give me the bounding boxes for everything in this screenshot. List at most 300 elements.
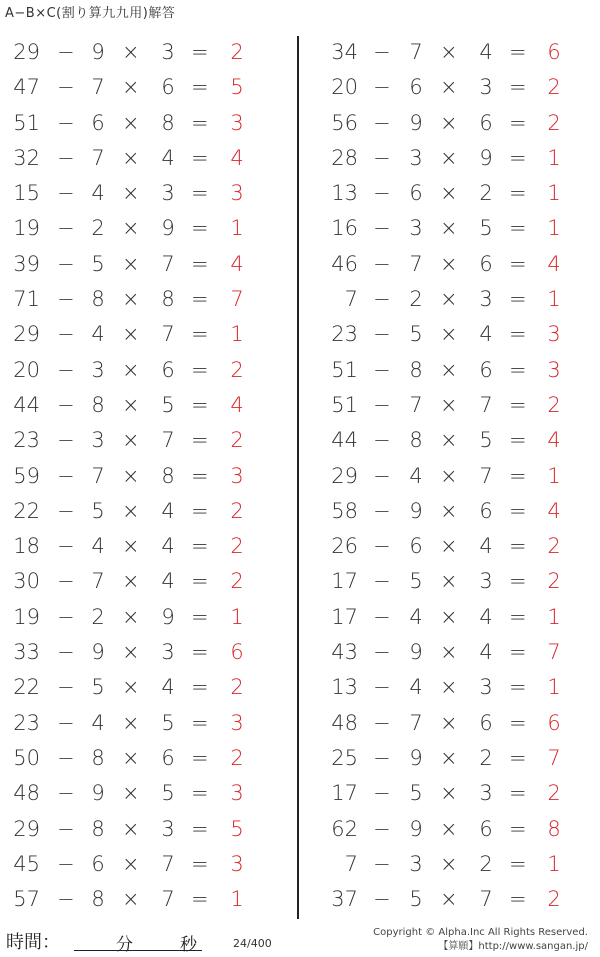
minuend: 15 xyxy=(13,181,40,206)
answer: 1 xyxy=(230,216,244,241)
multiplicand: 2 xyxy=(91,604,105,629)
seconds-label: 秒 xyxy=(180,935,197,955)
minus-sign: − xyxy=(57,251,75,276)
multiplier: 9 xyxy=(479,145,493,170)
multiplier: 3 xyxy=(161,640,175,665)
multiplicand: 3 xyxy=(91,428,105,453)
equals-sign: = xyxy=(191,887,209,912)
times-sign: × xyxy=(440,428,458,453)
times-sign: × xyxy=(440,640,458,665)
multiplier: 8 xyxy=(161,110,175,135)
minuend: 48 xyxy=(331,710,358,735)
times-sign: × xyxy=(440,851,458,876)
multiplicand: 6 xyxy=(91,851,105,876)
minus-sign: − xyxy=(57,216,75,241)
minus-sign: − xyxy=(373,75,391,100)
equals-sign: = xyxy=(191,216,209,241)
minuend: 56 xyxy=(331,110,358,135)
equals-sign: = xyxy=(191,287,209,312)
minus-sign: − xyxy=(373,392,391,417)
minuend: 28 xyxy=(331,145,358,170)
multiplier: 3 xyxy=(479,675,493,700)
equals-sign: = xyxy=(509,287,527,312)
equals-sign: = xyxy=(191,322,209,347)
time-label: 時間： xyxy=(6,932,60,953)
equals-sign: = xyxy=(509,498,527,523)
multiplier: 4 xyxy=(161,145,175,170)
minus-sign: − xyxy=(57,110,75,135)
times-sign: × xyxy=(440,604,458,629)
minuend: 19 xyxy=(13,216,40,241)
minuend: 19 xyxy=(13,604,40,629)
minuend: 51 xyxy=(331,392,358,417)
times-sign: × xyxy=(122,710,140,735)
multiplicand: 4 xyxy=(91,322,105,347)
minuend: 33 xyxy=(13,640,40,665)
multiplier: 7 xyxy=(161,887,175,912)
multiplier: 6 xyxy=(161,745,175,770)
minus-sign: − xyxy=(373,816,391,841)
answer: 3 xyxy=(547,357,561,382)
equals-sign: = xyxy=(191,110,209,135)
multiplicand: 8 xyxy=(91,887,105,912)
equals-sign: = xyxy=(509,145,527,170)
minus-sign: − xyxy=(57,569,75,594)
equals-sign: = xyxy=(191,675,209,700)
answer: 1 xyxy=(230,887,244,912)
minuend: 22 xyxy=(13,675,40,700)
equals-sign: = xyxy=(509,851,527,876)
multiplicand: 8 xyxy=(409,357,423,382)
minuend: 44 xyxy=(13,392,40,417)
equals-sign: = xyxy=(191,75,209,100)
answer: 3 xyxy=(230,710,244,735)
multiplicand: 5 xyxy=(409,322,423,347)
answer: 4 xyxy=(230,145,244,170)
multiplier: 3 xyxy=(479,75,493,100)
answer: 1 xyxy=(547,181,561,206)
minuend: 57 xyxy=(13,887,40,912)
times-sign: × xyxy=(122,640,140,665)
times-sign: × xyxy=(440,75,458,100)
times-sign: × xyxy=(440,710,458,735)
multiplier: 5 xyxy=(161,392,175,417)
answer: 1 xyxy=(547,463,561,488)
answer: 1 xyxy=(547,851,561,876)
times-sign: × xyxy=(122,887,140,912)
equals-sign: = xyxy=(509,604,527,629)
minuend: 58 xyxy=(331,498,358,523)
minuend: 23 xyxy=(13,710,40,735)
times-sign: × xyxy=(122,40,140,64)
multiplier: 9 xyxy=(161,216,175,241)
equals-sign: = xyxy=(191,640,209,665)
answer: 7 xyxy=(547,640,561,665)
multiplicand: 8 xyxy=(91,816,105,841)
minus-sign: − xyxy=(57,710,75,735)
multiplicand: 3 xyxy=(409,216,423,241)
multiplier: 4 xyxy=(161,675,175,700)
answer: 2 xyxy=(547,887,561,912)
minus-sign: − xyxy=(373,710,391,735)
minuend: 17 xyxy=(331,781,358,806)
answer: 1 xyxy=(547,287,561,312)
times-sign: × xyxy=(122,322,140,347)
minuend: 7 xyxy=(344,851,358,876)
multiplicand: 9 xyxy=(409,640,423,665)
minus-sign: − xyxy=(57,357,75,382)
times-sign: × xyxy=(440,357,458,382)
multiplicand: 8 xyxy=(409,428,423,453)
times-sign: × xyxy=(440,816,458,841)
multiplicand: 4 xyxy=(91,710,105,735)
minus-sign: − xyxy=(57,534,75,559)
minuend: 13 xyxy=(331,181,358,206)
multiplier: 7 xyxy=(479,463,493,488)
multiplier: 4 xyxy=(161,569,175,594)
minuend: 48 xyxy=(13,781,40,806)
minuend: 16 xyxy=(331,216,358,241)
multiplier: 2 xyxy=(479,181,493,206)
equals-sign: = xyxy=(191,569,209,594)
answer: 4 xyxy=(547,251,561,276)
minus-sign: − xyxy=(373,463,391,488)
times-sign: × xyxy=(440,110,458,135)
times-sign: × xyxy=(122,392,140,417)
equals-sign: = xyxy=(191,816,209,841)
answer: 2 xyxy=(547,781,561,806)
multiplicand: 6 xyxy=(409,181,423,206)
minus-sign: − xyxy=(373,745,391,770)
answer: 5 xyxy=(230,75,244,100)
equals-sign: = xyxy=(509,710,527,735)
answer: 4 xyxy=(547,428,561,453)
multiplier: 2 xyxy=(479,745,493,770)
times-sign: × xyxy=(440,781,458,806)
multiplicand: 4 xyxy=(409,604,423,629)
equals-sign: = xyxy=(509,251,527,276)
multiplier: 6 xyxy=(479,710,493,735)
worksheet-title: A−B×C(割り算九九用)解答 xyxy=(5,6,176,21)
minus-sign: − xyxy=(373,604,391,629)
answer: 6 xyxy=(547,710,561,735)
answer: 3 xyxy=(230,181,244,206)
equals-sign: = xyxy=(191,851,209,876)
site-url: 【算願】http://www.sangan.jp/ xyxy=(438,941,588,952)
multiplicand: 8 xyxy=(91,392,105,417)
equals-sign: = xyxy=(191,40,209,64)
answer: 2 xyxy=(547,110,561,135)
multiplicand: 3 xyxy=(409,851,423,876)
minus-sign: − xyxy=(373,216,391,241)
minuend: 17 xyxy=(331,604,358,629)
minuend: 59 xyxy=(13,463,40,488)
multiplicand: 6 xyxy=(409,75,423,100)
answer: 7 xyxy=(547,745,561,770)
minus-sign: − xyxy=(373,498,391,523)
times-sign: × xyxy=(122,604,140,629)
multiplier: 9 xyxy=(161,604,175,629)
multiplier: 8 xyxy=(161,287,175,312)
minuend: 71 xyxy=(13,287,40,312)
minuend: 25 xyxy=(331,745,358,770)
multiplicand: 7 xyxy=(409,251,423,276)
multiplicand: 9 xyxy=(409,110,423,135)
minus-sign: − xyxy=(373,640,391,665)
minus-sign: − xyxy=(373,181,391,206)
minuend: 22 xyxy=(13,498,40,523)
multiplier: 5 xyxy=(161,781,175,806)
multiplier: 2 xyxy=(479,851,493,876)
minus-sign: − xyxy=(57,181,75,206)
multiplier: 7 xyxy=(161,251,175,276)
answer: 3 xyxy=(230,851,244,876)
minuend: 50 xyxy=(13,745,40,770)
answer: 2 xyxy=(547,569,561,594)
times-sign: × xyxy=(122,287,140,312)
multiplier: 6 xyxy=(479,251,493,276)
page-number: 24/400 xyxy=(233,937,272,950)
multiplicand: 9 xyxy=(409,745,423,770)
minus-sign: − xyxy=(373,287,391,312)
minuend: 23 xyxy=(331,322,358,347)
times-sign: × xyxy=(122,357,140,382)
minuend: 20 xyxy=(13,357,40,382)
minus-sign: − xyxy=(57,463,75,488)
answer: 2 xyxy=(230,357,244,382)
minuend: 37 xyxy=(331,887,358,912)
answer: 1 xyxy=(547,216,561,241)
times-sign: × xyxy=(440,145,458,170)
minus-sign: − xyxy=(373,428,391,453)
minus-sign: − xyxy=(57,781,75,806)
equals-sign: = xyxy=(191,498,209,523)
multiplier: 7 xyxy=(479,887,493,912)
multiplier: 6 xyxy=(479,816,493,841)
multiplier: 6 xyxy=(161,75,175,100)
multiplier: 3 xyxy=(479,287,493,312)
minus-sign: − xyxy=(373,40,391,64)
multiplicand: 7 xyxy=(91,75,105,100)
answer: 1 xyxy=(547,675,561,700)
answer: 2 xyxy=(547,392,561,417)
times-sign: × xyxy=(122,851,140,876)
times-sign: × xyxy=(440,216,458,241)
equals-sign: = xyxy=(191,745,209,770)
minus-sign: − xyxy=(57,675,75,700)
multiplier: 3 xyxy=(161,181,175,206)
times-sign: × xyxy=(122,428,140,453)
minus-sign: − xyxy=(57,816,75,841)
minuend: 7 xyxy=(344,287,358,312)
minuend: 45 xyxy=(13,851,40,876)
multiplicand: 9 xyxy=(409,498,423,523)
minus-sign: − xyxy=(57,604,75,629)
minus-sign: − xyxy=(57,40,75,64)
minus-sign: − xyxy=(373,851,391,876)
answer: 8 xyxy=(547,816,561,841)
times-sign: × xyxy=(122,463,140,488)
minuend: 29 xyxy=(13,816,40,841)
equals-sign: = xyxy=(509,887,527,912)
multiplicand: 4 xyxy=(409,675,423,700)
minus-sign: − xyxy=(57,887,75,912)
multiplicand: 7 xyxy=(409,392,423,417)
multiplicand: 3 xyxy=(91,357,105,382)
minus-sign: − xyxy=(57,851,75,876)
multiplicand: 2 xyxy=(409,287,423,312)
multiplier: 3 xyxy=(479,781,493,806)
equals-sign: = xyxy=(509,569,527,594)
minus-sign: − xyxy=(57,145,75,170)
times-sign: × xyxy=(440,251,458,276)
equals-sign: = xyxy=(509,216,527,241)
minuend: 29 xyxy=(13,40,40,64)
equals-sign: = xyxy=(191,781,209,806)
equals-sign: = xyxy=(191,604,209,629)
times-sign: × xyxy=(440,534,458,559)
multiplicand: 7 xyxy=(91,569,105,594)
multiplicand: 9 xyxy=(91,40,105,64)
multiplier: 4 xyxy=(479,604,493,629)
multiplicand: 7 xyxy=(91,145,105,170)
minus-sign: − xyxy=(57,640,75,665)
times-sign: × xyxy=(440,498,458,523)
times-sign: × xyxy=(440,463,458,488)
times-sign: × xyxy=(122,675,140,700)
minutes-label: 分 xyxy=(116,935,133,955)
multiplier: 7 xyxy=(161,322,175,347)
minuend: 46 xyxy=(331,251,358,276)
multiplicand: 4 xyxy=(409,463,423,488)
multiplier: 7 xyxy=(161,851,175,876)
times-sign: × xyxy=(122,498,140,523)
multiplicand: 8 xyxy=(91,745,105,770)
minuend: 30 xyxy=(13,569,40,594)
answer: 4 xyxy=(230,392,244,417)
equals-sign: = xyxy=(509,675,527,700)
equals-sign: = xyxy=(509,534,527,559)
equals-sign: = xyxy=(509,392,527,417)
answer: 2 xyxy=(230,569,244,594)
multiplicand: 9 xyxy=(91,781,105,806)
times-sign: × xyxy=(440,392,458,417)
equals-sign: = xyxy=(191,357,209,382)
answer: 3 xyxy=(230,781,244,806)
minus-sign: − xyxy=(373,357,391,382)
equals-sign: = xyxy=(509,781,527,806)
minuend: 51 xyxy=(331,357,358,382)
minuend: 51 xyxy=(13,110,40,135)
answer: 1 xyxy=(230,604,244,629)
equals-sign: = xyxy=(509,640,527,665)
multiplier: 6 xyxy=(479,498,493,523)
equals-sign: = xyxy=(509,181,527,206)
equals-sign: = xyxy=(191,534,209,559)
equals-sign: = xyxy=(509,40,527,64)
minus-sign: − xyxy=(373,675,391,700)
times-sign: × xyxy=(122,781,140,806)
minuend: 17 xyxy=(331,569,358,594)
column-divider xyxy=(297,36,299,919)
answer: 3 xyxy=(230,463,244,488)
answer: 1 xyxy=(230,322,244,347)
answer: 7 xyxy=(230,287,244,312)
minus-sign: − xyxy=(57,745,75,770)
minus-sign: − xyxy=(373,569,391,594)
equals-sign: = xyxy=(509,357,527,382)
times-sign: × xyxy=(122,110,140,135)
multiplier: 6 xyxy=(479,357,493,382)
multiplier: 7 xyxy=(479,392,493,417)
minus-sign: − xyxy=(57,322,75,347)
multiplicand: 5 xyxy=(91,675,105,700)
multiplicand: 9 xyxy=(91,640,105,665)
equals-sign: = xyxy=(191,181,209,206)
multiplier: 3 xyxy=(161,40,175,64)
equals-sign: = xyxy=(191,428,209,453)
minuend: 29 xyxy=(13,322,40,347)
minus-sign: − xyxy=(373,322,391,347)
minus-sign: − xyxy=(57,498,75,523)
answer: 2 xyxy=(547,534,561,559)
answer: 2 xyxy=(547,75,561,100)
minuend: 39 xyxy=(13,251,40,276)
multiplier: 4 xyxy=(479,40,493,64)
times-sign: × xyxy=(122,145,140,170)
multiplicand: 5 xyxy=(91,251,105,276)
multiplier: 8 xyxy=(161,463,175,488)
minuend: 26 xyxy=(331,534,358,559)
minus-sign: − xyxy=(57,287,75,312)
minuend: 32 xyxy=(13,145,40,170)
multiplier: 5 xyxy=(479,216,493,241)
minuend: 43 xyxy=(331,640,358,665)
times-sign: × xyxy=(440,675,458,700)
equals-sign: = xyxy=(509,322,527,347)
minus-sign: − xyxy=(57,75,75,100)
minuend: 29 xyxy=(331,463,358,488)
answer: 1 xyxy=(547,604,561,629)
multiplicand: 6 xyxy=(91,110,105,135)
times-sign: × xyxy=(440,569,458,594)
minuend: 18 xyxy=(13,534,40,559)
equals-sign: = xyxy=(509,816,527,841)
equals-sign: = xyxy=(509,745,527,770)
answer: 1 xyxy=(547,145,561,170)
multiplicand: 8 xyxy=(91,287,105,312)
answer: 3 xyxy=(547,322,561,347)
minus-sign: − xyxy=(373,781,391,806)
times-sign: × xyxy=(440,40,458,64)
answer: 2 xyxy=(230,745,244,770)
times-sign: × xyxy=(122,569,140,594)
multiplier: 3 xyxy=(161,816,175,841)
answer: 3 xyxy=(230,110,244,135)
times-sign: × xyxy=(440,322,458,347)
answer: 2 xyxy=(230,498,244,523)
equals-sign: = xyxy=(509,110,527,135)
multiplier: 5 xyxy=(161,710,175,735)
times-sign: × xyxy=(122,181,140,206)
copyright-block xyxy=(373,926,588,954)
multiplier: 6 xyxy=(479,110,493,135)
times-sign: × xyxy=(122,745,140,770)
answer: 2 xyxy=(230,40,244,64)
equals-sign: = xyxy=(191,392,209,417)
times-sign: × xyxy=(122,816,140,841)
multiplier: 4 xyxy=(161,498,175,523)
